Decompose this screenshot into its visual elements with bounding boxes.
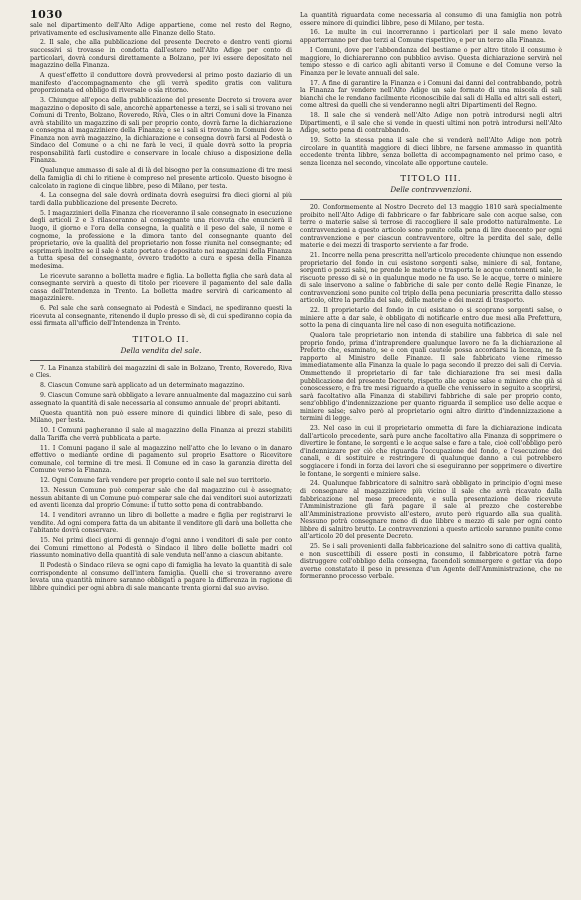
paragraph: 14. I venditori avranno un libro di bollette a madre e figlia per registrarvi le vendite. Ad ogni compera fatta da un abitante il venditore gli darà una bolletta che l'abitante dovrà conservare. [30, 512, 292, 535]
paragraph: 3. Chiunque all'epoca della pubblicazione del presente Decreto si trovera aver magazzino o deposito di sale, ancorchè appartenesse a terzi, se i sali si trovano nei Comuni di Trento, Bolzano, Roveredo, Riva, Cles o in altri Comuni dove la Finanza avrà stabilito un magazzino di sali per proprio conto, dovrà farne la dichiarazione e consegna al magazziniere della Finanza; e se i sali si trovano in Comuni dove la Finanza non avrà magazzino, la dichiarazione e consegna dovrà farsi al Podestà o Sindaco del Comune o a chi ne farà le veci, il quale dovrà sotto la propria responsabilità farli custodire e conservare in locale chiuso a disposizione della Finanza. [30, 97, 292, 165]
paragraph: Questa quantità non può essere minore di quindici libbre di sale, peso di Milano, per testa. [30, 409, 292, 425]
paragraph: 23. Nel caso in cui il proprietario ommetta di fare la dichiarazione indicata dall'articolo precedente, sarà pure anche facoltativo alla Finanza di sopprimere o divertire le fontane, le sorgenti e le acque salse e fare a tale, cioè coll'obbligo però d'indennizzare per ciò che riguarda l'occupazione del fondo, e l'esecuzione dei canali, e di sostituire e restringere di qualunque danno a cui potrebbero soggiacere i fondi in forza dei lavori che si eseguiranno per sopprimere o divertire le fontane, le sorgenti e miniere salse. [300, 425, 562, 478]
paragraph: 2. Il sale, che alla pubblicazione del presente Decreto e dentro venti giorni successivi si trovasse in condotta dall'estero nell'Alto Adige per conto di particolari, dovrà condursi direttamente a Bolzano, per ivi essere depositato nel magazzino della Finanza. [30, 39, 292, 70]
paragraph: 16. Le multe in cui incorreranno i particolari per il sale meno levato apparterranno per due terzi al Comune rispettivo, e per un terzo alla Finanza. [300, 29, 562, 45]
paragraph: 24. Qualunque fabbricatore di salnitro sarà obbligato in principio d'ogni mese di consegnare al magazziniere più vicino il sale che avrà ricavato dalla fabbricazione nel mese precedente, e sulla presentazione delle ricevute l'Amministrazione gli farà pagare il sale al prezzo che costerebbe all'Amministrazione provvisto all'estero, avuto però riguardo alla sua qualità. Nessuno potrà consegnare meno di due libbre e mezzo di sale per ogni cento libbre di salnitro brutto. Le contravvenzioni a questo articolo saranno punite come all'articolo 20 del presente Decreto. [300, 480, 562, 541]
paragraph: Qualora tale proprietario non intenda di stabilire una fabbrica di sale nel proprio fondo, prima d'intraprendere qualunque lavoro ne fa la dichiarazione al Prefetto che, esaminato, se e con quali cautele possa accordarsi la licenza, ne fa rapporto al Ministro delle Finanze. Il sale fabbricato viene rimesso immediatamente alla Finanza la quale lo paga secondo il prezzo dei sali di Cervia. Ommettendo il proprietario di far tale dichiarazione fra sei mesi dalla pubblicazione del presente Decreto, rispetto alle acque salse e miniere che già si conoscessero, e fra tre mesi riguardo a quelle che venissero in seguito a scoprirsi, sarà facoltativo alla Finanza di stabilirvi fabbriche di sale per proprio conto, senz'obbligo d'indennizzazione per quanto riguarda il semplice uso delle acque e miniere salse; salvo però al proprietario ogni altro diritto d'indennizzazione a termini di legge. [300, 332, 562, 423]
paragraph: Il Podestà o Sindaco rileva se ogni capo di famiglia ha levato la quantità di sale corrispondente al consumo dell'intera famiglia. Quelli che si troveranno avere levata una quantità minore saranno obbligati a pagare la differenza in ragione di libbre quindici per ogni abbra di sale mancante trenta giorni dal suo avviso. [30, 562, 292, 593]
paragraph: 18. Il sale che si venderà nell'Alto Adige non potrà introdursi negli altri Dipartimenti, e il sale che si vende in questi ultimi non potrà introdursi nell'Alto Adige, sotto pena di contrabbando. [300, 112, 562, 135]
divider [300, 199, 562, 200]
paragraph: Le ricevute saranno a bolletta madre e figlia. La bolletta figlia che sarà data al consegnante servirà a questo di titolo per ricevere il pagamento del sale dalla cassa dell'Intendenza in Trento. La bolletta madre servirà di caricamento al magazziniere. [30, 272, 292, 303]
left-column [30, 22, 292, 595]
paragraph: 12. Ogni Comune farà vendere per proprio conto il sale nel suo territorio. [40, 477, 272, 485]
paragraph: 20. Conformemente al Nostro Decreto del 13 maggio 1810 sarà specialmente proibito nell'Alto Adige di fabbricare o far fabbricare sale con acque salse, con terre o materie salse sì terrose di raccogliere il sale prodotto naturalmente. Le contravvenzioni a questo articolo sono punite colla pena di lire duecento per ogni contravvenzione e per ciascun contravventore, oltre la perdita del sale, delle materie e dei mezzi di trasporto serviente a far frode. [300, 204, 562, 250]
paragraph: 6. Pel sale che sarà consegnato ai Podestà e Sindaci, ne spediranno questi la ricevuta al consegnante, ritenendo il duplo presso di sè, di cui spediranno copia da essi firmata all'ufficio dell'Intendenza in Trento. [30, 305, 292, 328]
paragraph: 8. Ciascun Comune sarà applicato ad un determinato magazzino. [40, 382, 245, 390]
paragraph: 5. I magazzinieri della Finanza che riceveranno il sale consegnato in esecuzione degli articoli 2 e 3 rilasceranno al consegnante una ricevuta che enuncierà il luogo, il giorno e l'ora della consegna, la qualità e il peso del sale, il nome e cognome, la professione e la dimora tanto del consegnante quanto del proprietario, ove la qualità del proprietario non fosse riunita nel consegnante; ed esprimerà inoltre se il sale è stato portato e depositato nei magazzini della Finanza a tutta spesa del consegnante, ovvero tradotto a cura e spesa della Finanza medesima. [30, 209, 292, 270]
section-subheading: Della vendita del sale. [120, 345, 202, 355]
section-heading: TITOLO III. [400, 174, 462, 185]
paragraph: 13. Nessun Comune può comperar sale che dal magazzino cui è assegnato; nessun abitante di un Comune può comperar sale che dai venditori suoi autorizzati ed aventi licenza dal proprio Comune: il tutto sotto pena di contrabbando. [30, 487, 292, 510]
paragraph: Qualunque ammasso di sale al di là del bisogno per la consumazione di tre mesi della famiglia di chi lo ritiene è compreso nel presente articolo. Questo bisogno è calcolato in ragione di cinque libbre, peso di Milano, per testa. [30, 167, 292, 190]
paragraph: 17. A fine di garantire la Finanza e i Comuni dai danni del contrabbando, potrà la Finanza far vendere nell'Alto Adige un sale formato di una miscela di sali bianchi che le rendano facilmente riconoscibile dai sali di Halla ed altri sali esteri, come altresì da quelli che si venderanno negli altri Dipartimenti del Regno. [300, 79, 562, 110]
paragraph: 19. Sotto la stessa pena il sale che si venderà nell'Alto Adige non potrà circolare in quantità maggiore di dieci libbre, ne farsene ammasso in quantità eccedente trenta libbre, senza bolletta di accompagnamento nel primo caso, e senza licenza nel secondo, vincolate alle opportune cautele. [300, 137, 562, 167]
paragraph: A quest'effetto il conduttore dovrà provvedersi al primo posto daziario di un manifesto d'accompagnamento che gli verrà spedito gratis con valitura proporzionata ed obbligo di riversale o sia ritorno. [30, 72, 292, 95]
paragraph: 21. Incorre nella pena prescritta nell'articolo precedente chiunque non essendo proprietario del fondo in cui esistono sorgenti salse, miniere di sal, fontane, sorgenti o pozzi salsi, ne prende le materie o trasporta le acque contenenti sale, le riscuote presso di sè o in qualunque modo ne fa uso. Se le acque, terre o miniere di sale inservono a saline o fabbriche di sale per conto delle Regie Finanze, le contravvenzioni sono punite col triplo della pena pecuniaria prescritta dallo stesso articolo, oltre la perdita del sale, delle materie e dei mezzi di trasporto. [300, 252, 562, 305]
paragraph: 22. Il proprietario del fondo in cui esistano o si scoprano sorgenti salse, o miniere atte a dar sale, è obbligato di notificarle entro due mesi alla Prefettura, sotto la pena di cinquanta lire nel caso di non eseguita notificazione. [300, 307, 562, 330]
paragraph: sale nel dipartimento dell'Alto Adige appartiene, come nel resto del Regno, privativamente ed esclusivamente alle Finanze dello Stato. [30, 22, 292, 37]
page-number: 1030 [30, 8, 63, 21]
paragraph: 4. La consegna del sale dovrà ordinata dovrà eseguirsi fra dieci giorni al più tardi dalla pubblicazione del presente Decreto. [30, 192, 292, 207]
paragraph: La quantità riguardata come necessaria al consumo di una famiglia non potrà essere minore di quindici libbre, peso di Milano, per testa. [300, 12, 562, 27]
section-subheading: Delle contravvenzioni. [390, 185, 472, 195]
section-heading: TITOLO II. [132, 334, 190, 345]
right-column [300, 12, 562, 583]
paragraph: 25. Se i sali provenienti dalla fabbricazione del salnitro sono di cattiva qualità, e non suscettibili di essere posti in consumo, il fabbricatore potrà farne distruggere coll'obbligo della consegna, facendoli sommergere e gettar via dopo averne constatato il peso in presenza d'un Agente dell'Amministrazione, che ne formeranno processo verbale. [300, 543, 562, 581]
divider [30, 360, 292, 361]
paragraph: 7. La Finanza stabilirà dei magazzini di sale in Bolzano, Trento, Roveredo, Riva e Cles. [30, 364, 292, 380]
paragraph: I Comuni, dove per l'abbondanza del bestiame o per altro titolo il consumo è maggiore, lo dichiareranno con pubblico avviso. Questa dichiarazione servirà nel tempo stesso e di carico agli abitanti verso il Comune e del Comune verso la Finanza per le levate annuali del sale. [300, 46, 562, 77]
paragraph: 10. I Comuni pagheranno il sale al magazzino della Finanza ai prezzi stabiliti dalla Tariffa che verrà pubblicata a parte. [30, 427, 292, 442]
paragraph: 15. Nei primi dieci giorni di gennajo d'ogni anno i venditori di sale per conto dei Comuni rimettono al Podestà o Sindaco il libro delle bollette madri col riassunto nominativo della quantità di sale venduta nell'anno a ciascun abitante. [30, 537, 292, 560]
paragraph: 9. Ciascun Comune sarà obbligato a levare annualmente dal magazzino cui sarà assegnato la quantità di sale necessaria al consumo annuale de' propri abitanti. [30, 392, 292, 407]
paragraph: 11. I Comuni pagano il sale al magazzino nell'atto che lo levano o in danaro effettivo o mediante ordine di pagamento sul proprio Esattore o Ricevitore comunale, col termine di tre mesi. Il Comune ed in caso la garanzia diretta del Comune verso la Finanza. [30, 444, 292, 475]
